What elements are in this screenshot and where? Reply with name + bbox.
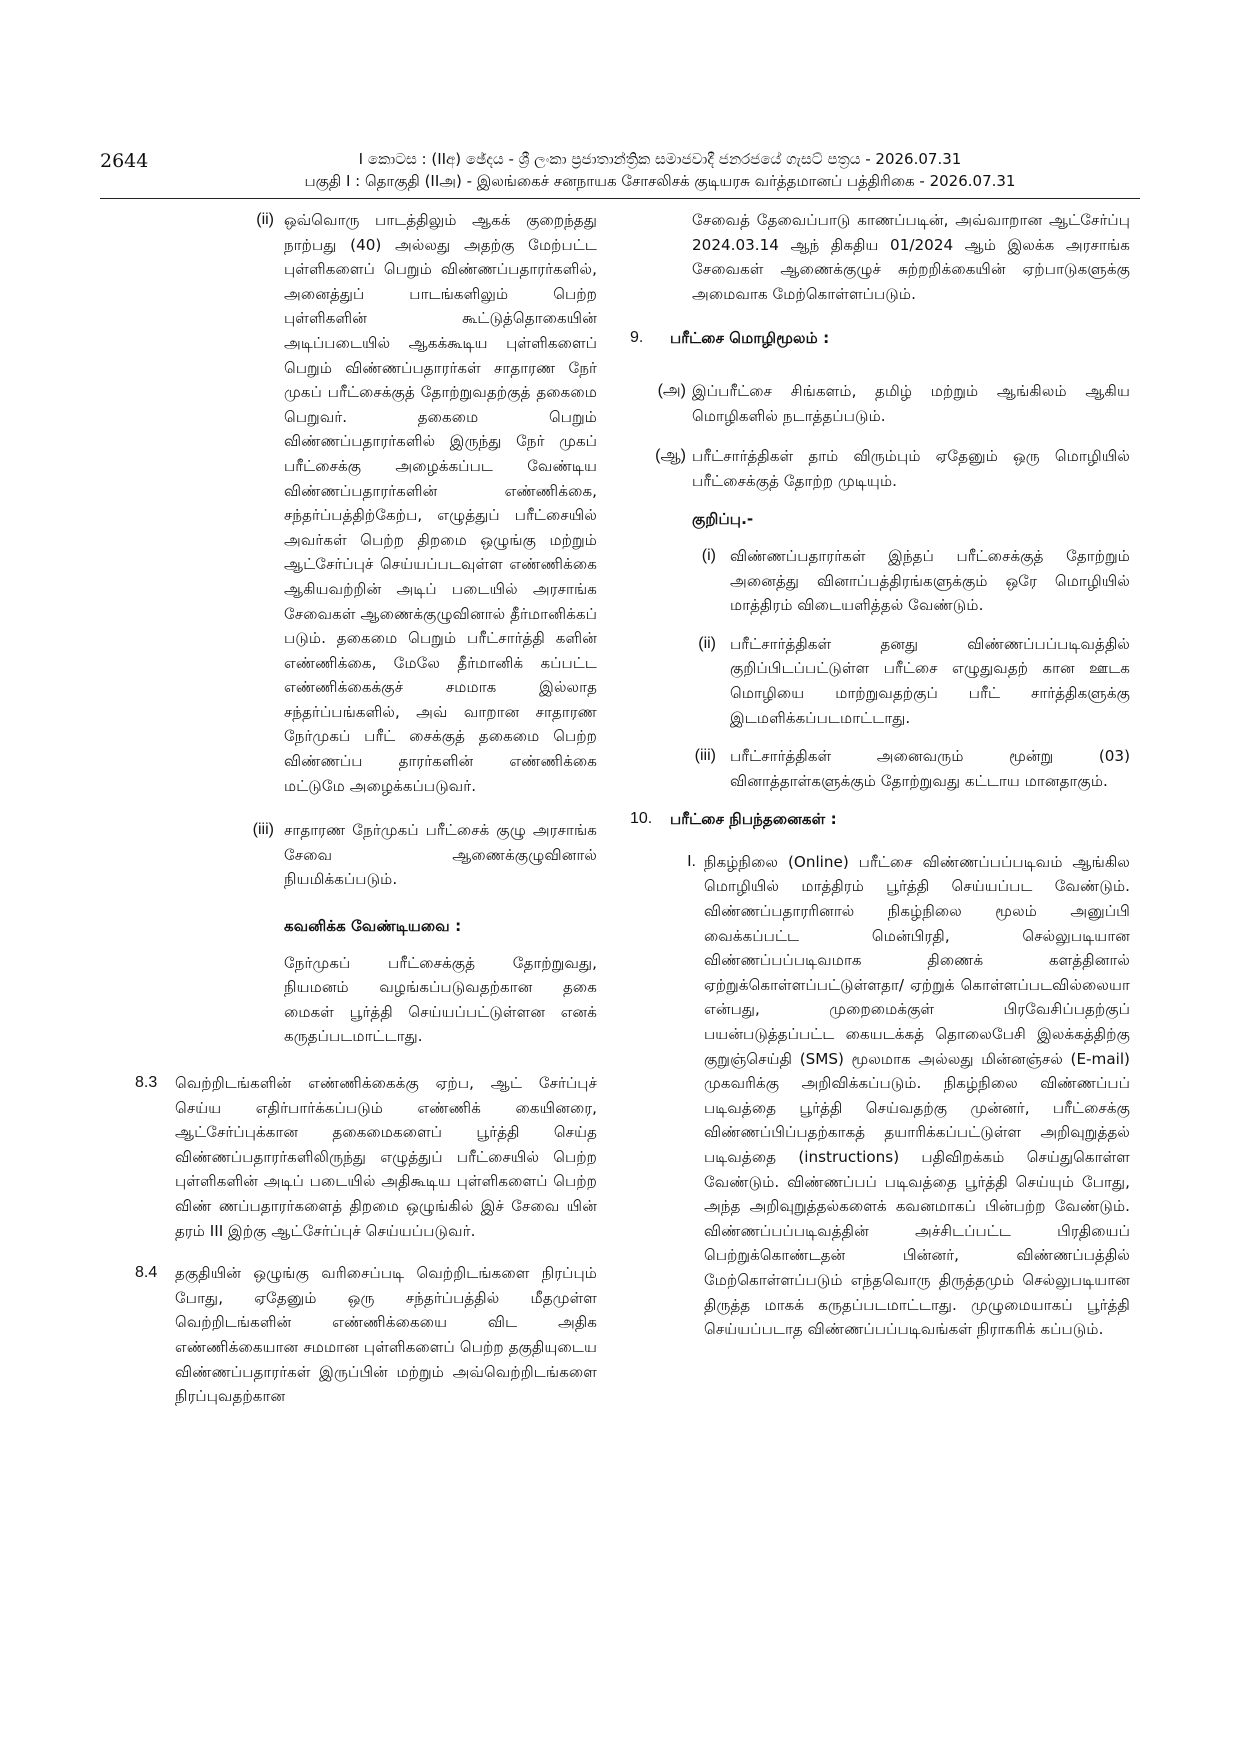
note-heading: குறிப்பு.- (692, 510, 754, 529)
header-rule (100, 198, 1140, 199)
item-text: பரீட்சார்த்திகள் அனைவரும் மூன்று (03) வினாத்தாள்களுக்கும் தோற்றுவது கட்டாய மானதாகும். (730, 747, 1130, 790)
note-item-i (692, 544, 1130, 618)
item-aa (652, 444, 1130, 493)
section-number: 9. (630, 329, 644, 347)
item-iii (240, 818, 597, 892)
section-10-heading (630, 807, 1130, 832)
item-I (680, 850, 1130, 1342)
left-column (135, 208, 597, 1423)
section-8-3 (135, 1071, 597, 1243)
item-a (652, 379, 1130, 428)
continuation-text: சேவைத் தேவைப்பாடு காணப்படின், அவ்வாறான ஆட்சேர்ப்பு 2024.03.14 ஆந் திகதிய 01/2024 ஆம் இலக்க அரசாங்க சேவைகள் ஆணைக்குழுச் சுற்றறிக்கையின் ஏற்பாடுகளுக்கு அமைவாக மேற்கொள்ளப்படும். (692, 211, 1130, 303)
right-column (630, 208, 1130, 1356)
section-8-4 (135, 1261, 597, 1409)
item-text: பரீட்சார்த்திகள் தாம் விரும்பும் ஏதேனும் ஒரு மொழியில் பரீட்சைக்குத் தோற்ற முடியும். (692, 447, 1130, 490)
section-title: பரீட்சை மொழிமூலம் : (670, 329, 830, 348)
item-label: (iii) (694, 747, 716, 765)
item-ii (240, 208, 597, 798)
item-label: (ii) (256, 211, 274, 228)
item-text: விண்ணப்பதாரர்கள் இந்தப் பரீட்சைக்குத் தோற்றும் அனைத்து வினாப்பத்திரங்களுக்கும் ஒரே மொழியில் மாத்திரம் விடையளித்தல் வேண்டும். (730, 546, 1130, 615)
gazette-header-tamil: பகுதி I : தொகுதி (IIஅ) - இலங்கைச் சனநாயக சோசலிசக் குடியரசு வர்த்தமானப் பத்திரிகை - 2026.07.31 (304, 172, 1016, 190)
section-text: வெற்றிடங்களின் எண்ணிக்கைக்கு ஏற்ப, ஆட் சேர்ப்புச் செய்ய எதிர்பார்க்கப்படும் எண்ணிக் கையினரை, ஆட்சேர்ப்புக்கான தகைமைகளைப் பூர்த்தி செய்த விண்ணப்பதாரர்களிலிருந்து எழுத்துப் பரீட்சையில் பெற்ற புள்ளிகளின் அடிப் படையில் அதிகூடிய புள்ளிகளைப் பெற்ற விண் ணப்பதாரர்களைத் திறமை ஒழுங்கில் இச் சேவை யின் தரம் III இற்கு ஆட்சேர்ப்புச் செய்யப்படுவர். (175, 1074, 597, 1240)
section-title: பரீட்சை நிபந்தனைகள் : (670, 810, 837, 829)
item-text: நிகழ்நிலை (Online) பரீட்சை விண்ணப்பப்படிவம் ஆங்கில மொழியில் மாத்திரம் பூர்த்தி செய்யப்பட வேண்டும். விண்ணப்பதாரரினால் நிகழ்நிலை மூலம் அனுப்பி வைக்கப்பட்ட மென்பிரதி, செல்லுபடியான விண்ணப்பப்படிவமாக திணைக் களத்தினால் ஏற்றுக்கொள்ளப்பட்டுள்ளதா/ ஏற்றுக் கொள்ளப்படவில்லையா என்பது, முறைமைக்குள் பிரவேசிப்பதற்குப் பயன்படுத்தப்பட்ட கையடக்கத் தொலைபேசி இலக்கத்திற்கு குறுஞ்செய்தி (SMS) மூலமாக அல்லது மின்னஞ்சல் (E-mail) முகவரிக்கு அறிவிக்கப்படும். நிகழ்நிலை விண்ணப்பப் படிவத்தை பூர்த்தி செய்வதற்கு முன்னர், பரீட்சைக்கு விண்ணப்பிப்பதற்காகத் தயாரிக்கப்பட்டுள்ள அறிவுறுத்தல் படிவத்தை (instructions) பதிவிறக்கம் செய்துகொள்ள வேண்டும். விண்ணப்பப் படிவத்தை பூர்த்தி செய்யும் போது, அந்த அறிவுறுத்தல்களைக் கவனமாகப் பின்பற்ற வேண்டும். விண்ணப்பப்படிவத்தின் அச்சிடப்பட்ட பிரதியைப் பெற்றுக்கொண்டதன் பின்னர், விண்ணப்பத்தில் மேற்கொள்ளப்படும் எந்தவொரு திருத்தமும் செல்லுபடியான திருத்த மாகக் கருதப்படமாட்டாது. முழுமையாகப் பூர்த்தி செய்யப்படாத விண்ணப்பப்படிவங்கள் நிராகரிக் கப்படும். (704, 852, 1130, 1339)
item-label: (ஆ) (655, 447, 686, 465)
item-text: பரீட்சார்த்திகள் தனது விண்ணப்பப்படிவத்தில் குறிப்பிடப்பட்டுள்ள பரீட்சை எழுதுவதற் கான ஊடக மொழியை மாற்றுவதற்குப் பரீட் சார்த்திகளுக்கு இடமளிக்கப்படமாட்டாது. (730, 634, 1130, 727)
item-label: (ii) (698, 634, 716, 652)
section-number: 8.4 (135, 1264, 158, 1282)
section-number: 8.3 (135, 1074, 158, 1091)
item-label: I. (687, 852, 696, 870)
item-label: (அ) (657, 381, 686, 399)
section-9-heading (630, 326, 1130, 351)
item-text: ஒவ்வொரு பாடத்திலும் ஆகக் குறைந்தது நாற்பது (40) அல்லது அதற்கு மேற்பட்ட புள்ளிகளைப் பெறும் விண்ணப்பதாரர்களில், அனைத்துப் பாடங்களிலும் பெற்ற புள்ளிகளின் கூட்டுத்தொகையின் அடிப்படையில் ஆகக்கூடிய புள்ளிகளைப் பெறும் விண்ணப்பதாரர்கள் சாதாரண நேர் முகப் பரீட்சைக்குத் தோற்றுவதற்குத் தகைமை பெறுவர். தகைமை பெறும் விண்ணப்பதாரர்களில் இருந்து நேர் முகப் பரீட்சைக்கு அழைக்கப்பட வேண்டிய விண்ணப்பதாரர்களின் எண்ணிக்கை, சந்தர்ப்பத்திற்கேற்ப, எழுத்துப் பரீட்சையில் அவர்கள் பெற்ற திறமை ஒழுங்கு மற்றும் ஆட்சேர்ப்புச் செய்யப்படவுள்ள எண்ணிக்கை ஆகியவற்றின் அடிப் படையில் அரசாங்க சேவைகள் ஆணைக்குழுவினால் தீர்மானிக்கப் படும். தகைமை பெறும் பரீட்சார்த்தி களின் எண்ணிக்கை, மேலே தீர்மானிக் கப்பட்ட எண்ணிக்கைக்குச் சமமாக இல்லாத சந்தர்ப்பங்களில், அவ் வாறான சாதாரண நேர்முகப் பரீட் சைக்குத் தகைமை பெற்ற விண்ணப்ப தாரர்களின் எண்ணிக்கை மட்டுமே அழைக்கப்படுவர். (284, 211, 597, 795)
note-item-ii (692, 632, 1130, 730)
item-label: (i) (701, 546, 716, 564)
item-text: சாதாரண நேர்முகப் பரீட்சைக் குழு அரசாங்க சேவை ஆணைக்குழுவினால் நியமிக்கப்படும். (284, 821, 597, 889)
page-number: 2644 (100, 150, 149, 172)
note-item-iii (692, 744, 1130, 793)
section-text: தகுதியின் ஒழுங்கு வரிசைப்படி வெற்றிடங்களை நிரப்பும் போது, ஏதேனும் ஒரு சந்தர்ப்பத்தில் மீதமுள்ள வெற்றிடங்களின் எண்ணிக்கையை விட அதிக எண்ணிக்கையான சமமான புள்ளிகளைப் பெற்ற தகுதியுடைய விண்ணப்பதாரர்கள் இருப்பின் மற்றும் அவ்வெற்றிடங்களை நிரப்புவதற்கான (175, 1264, 597, 1406)
item-label: (iii) (252, 821, 274, 839)
note-text: நேர்முகப் பரீட்சைக்குத் தோற்றுவது, நியமனம் வழங்கப்படுவதற்கான தகை மைகள் பூர்த்தி செய்யப்பட்டுள்ளன எனக் கருதப்படமாட்டாது. (284, 953, 597, 1046)
item-text: இப்பரீட்சை சிங்களம், தமிழ் மற்றும் ஆங்கிலம் ஆகிய மொழிகளில் நடாத்தப்படும். (692, 381, 1130, 425)
section-number: 10. (630, 810, 653, 828)
note-heading: கவனிக்க வேண்டியவை : (284, 917, 462, 936)
gazette-header-sinhala: I කොටස : (IIඅ) ඡේදය - ශ්‍රී ලංකා ප්‍රජාතාන්ත්‍රික සමාජවාදී ජනරජයේ ගැසට් පත්‍රය - 2026.07.31 (358, 150, 962, 168)
